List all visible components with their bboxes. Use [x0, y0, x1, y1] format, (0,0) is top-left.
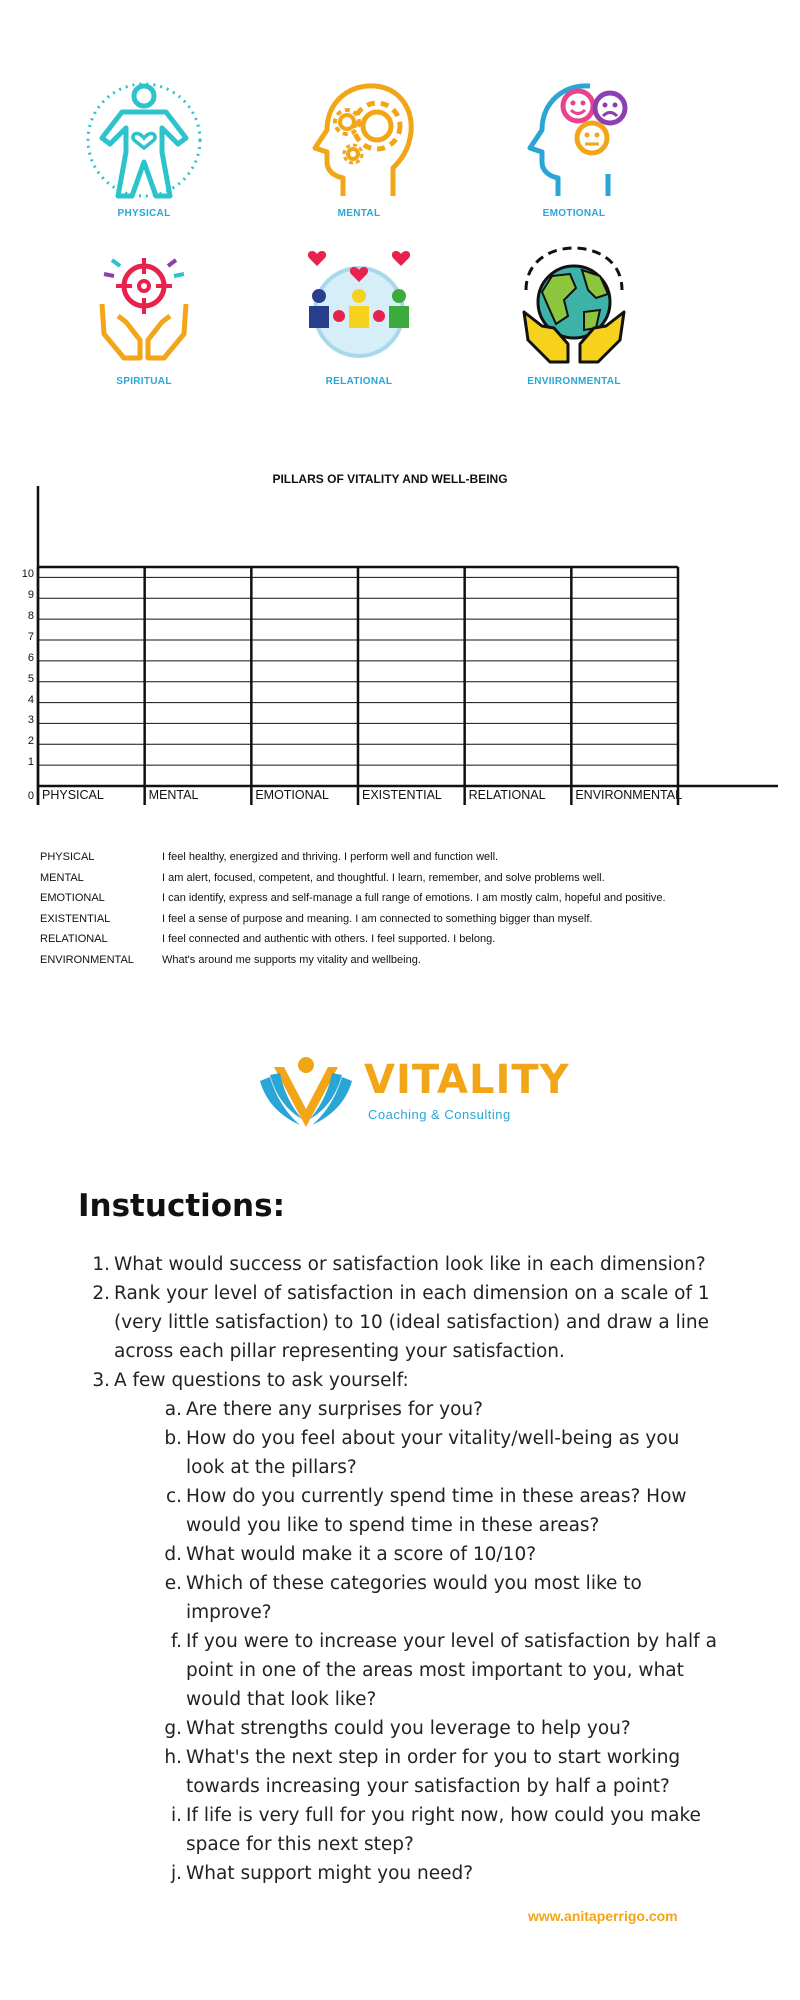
- pillar-column: [145, 567, 252, 786]
- definition-term: EMOTIONAL: [40, 892, 105, 904]
- item-letter: e.: [164, 1573, 182, 1594]
- question-item: [150, 1859, 718, 1888]
- item-text: Rank your level of satisfaction in each dimension on a scale of 1 (very little satisfaction) to 10 (ideal satisfaction) and draw a line across each pillar representing your satisfaction.: [114, 1283, 710, 1362]
- item-text: How do you currently spend time in these areas? How would you like to spend time in these areas?: [186, 1486, 687, 1536]
- pillar-column: [38, 567, 145, 786]
- definition-term: MENTAL: [40, 871, 84, 884]
- definition-term: PHYSICAL: [40, 851, 95, 863]
- question-item: [150, 1424, 718, 1482]
- item-text: What support might you need?: [186, 1863, 474, 1884]
- y-tick-label: 0: [27, 790, 34, 802]
- pillar-column: [358, 567, 465, 786]
- item-text: What would success or satisfaction look like in each dimension?: [114, 1254, 706, 1275]
- pillar-label: PHYSICAL: [117, 208, 171, 219]
- item-letter: c.: [165, 1486, 182, 1507]
- y-tick-label: 8: [27, 610, 34, 623]
- item-letter: g.: [164, 1718, 182, 1739]
- pillar-category-label: EMOTIONAL: [255, 788, 329, 802]
- pillar-relational: [279, 246, 439, 387]
- head-gears-icon: [297, 78, 421, 202]
- question-item: [150, 1482, 718, 1540]
- chart-title-text: PILLARS OF VITALITY AND WELL-BEING: [272, 472, 508, 486]
- question-item: [150, 1714, 718, 1743]
- definition-text: What's around me supports my vitality and wellbeing.: [162, 953, 421, 966]
- instruction-item: [78, 1250, 718, 1279]
- instruction-item: [78, 1279, 718, 1366]
- item-text: If you were to increase your level of satisfaction by half a point in one of the areas most important to you, what would that look like?: [186, 1631, 717, 1710]
- pillar-physical: [64, 78, 224, 219]
- definition-term: ENVIRONMENTAL: [40, 953, 134, 966]
- vitality-logo-icon: [256, 1055, 356, 1135]
- item-letter: h.: [164, 1747, 182, 1768]
- pillar-category-label: EXISTENTIAL: [362, 788, 442, 802]
- definition-text: I feel healthy, energized and thriving. I perform well and function well.: [162, 851, 499, 863]
- y-tick-label: 7: [27, 631, 34, 643]
- item-letter: d.: [164, 1544, 182, 1565]
- y-tick-label: 9: [27, 589, 34, 602]
- pillar-mental: [279, 78, 439, 219]
- pillar-label: EMOTIONAL: [542, 208, 606, 219]
- item-text: A few questions to ask yourself:: [114, 1370, 409, 1391]
- y-tick-label: 5: [27, 672, 34, 685]
- definition-text: I feel connected and authentic with others. I feel supported. I belong.: [162, 933, 496, 945]
- item-number: 3.: [92, 1370, 110, 1391]
- definition-term: RELATIONAL: [40, 933, 108, 945]
- y-tick-label: 2: [27, 735, 34, 748]
- item-text: What strengths could you leverage to help you?: [186, 1718, 631, 1739]
- y-tick-label: 3: [27, 714, 34, 727]
- pillar-emotional: [494, 78, 654, 219]
- item-number: 2.: [92, 1283, 110, 1304]
- y-tick-label: 6: [27, 651, 34, 664]
- item-text: What would make it a score of 10/10?: [186, 1544, 537, 1565]
- item-letter: b.: [164, 1428, 182, 1449]
- pillar-column: [465, 567, 572, 786]
- question-item: [150, 1801, 718, 1859]
- head-emotions-icon: [512, 78, 636, 202]
- pillar-column: [251, 567, 358, 786]
- brand-name: VITALITY: [364, 1057, 570, 1103]
- pillar-label: SPIRITUAL: [116, 376, 172, 387]
- pillar-category-label: ENVIRONMENTAL: [575, 788, 683, 802]
- question-item: [150, 1395, 718, 1424]
- question-item: [150, 1743, 718, 1801]
- instruction-item: [78, 1366, 718, 1888]
- hands-target-icon: [82, 246, 206, 370]
- hands-globe-icon: [512, 246, 636, 370]
- pillar-category-label: PHYSICAL: [42, 788, 104, 802]
- brand-subtitle: Coaching & Consulting: [368, 1107, 511, 1122]
- item-letter: j.: [170, 1863, 182, 1884]
- question-list: [114, 1395, 718, 1888]
- pillar-spiritual: [64, 246, 224, 387]
- item-text: If life is very full for you right now, how could you make space for this next step?: [186, 1805, 701, 1855]
- item-text: Which of these categories would you most like to improve?: [186, 1573, 642, 1623]
- question-item: [150, 1540, 718, 1569]
- instructions-title: Instuctions:: [78, 1188, 285, 1224]
- y-tick-label: 10: [21, 568, 34, 581]
- item-text: How do you feel about your vitality/well-being as you look at the pillars?: [186, 1428, 680, 1478]
- definition-text: I am alert, focused, competent, and thoughtful. I learn, remember, and solve problems well.: [162, 871, 605, 884]
- definition-text: I can identify, express and self-manage a full range of emotions. I am mostly calm, hopeful and positive.: [162, 892, 666, 904]
- item-letter: f.: [170, 1631, 182, 1652]
- y-tick-label: 1: [27, 756, 34, 769]
- website-link[interactable]: www.anitaperrigo.com: [528, 1908, 678, 1924]
- pillar-label: MENTAL: [337, 208, 381, 219]
- question-item: [150, 1627, 718, 1714]
- pillar-category-label: RELATIONAL: [468, 788, 546, 802]
- brand-logo: [256, 1055, 570, 1135]
- item-letter: a.: [164, 1399, 182, 1420]
- person-heart-icon: [82, 78, 206, 202]
- definition-text: I feel a sense of purpose and meaning. I am connected to something bigger than myself.: [162, 912, 593, 925]
- people-hearts-icon: [297, 246, 421, 370]
- instructions-list: [78, 1250, 718, 1888]
- pillars-chart: [0, 480, 800, 820]
- pillar-label: RELATIONAL: [325, 376, 393, 387]
- definition-term: EXISTENTIAL: [40, 912, 111, 925]
- pillar-category-label: MENTAL: [148, 788, 199, 802]
- y-tick-label: 4: [27, 693, 34, 706]
- pillar-label: ENVIIRONMENTAL: [527, 376, 621, 387]
- pillar-column: [571, 567, 678, 786]
- item-letter: i.: [170, 1805, 182, 1826]
- item-number: 1.: [92, 1254, 110, 1275]
- item-text: What's the next step in order for you to start working towards increasing your satisfaction by half a point?: [186, 1747, 681, 1797]
- pillar-environmental: [494, 246, 654, 387]
- question-item: [150, 1569, 718, 1627]
- item-text: Are there any surprises for you?: [186, 1399, 483, 1420]
